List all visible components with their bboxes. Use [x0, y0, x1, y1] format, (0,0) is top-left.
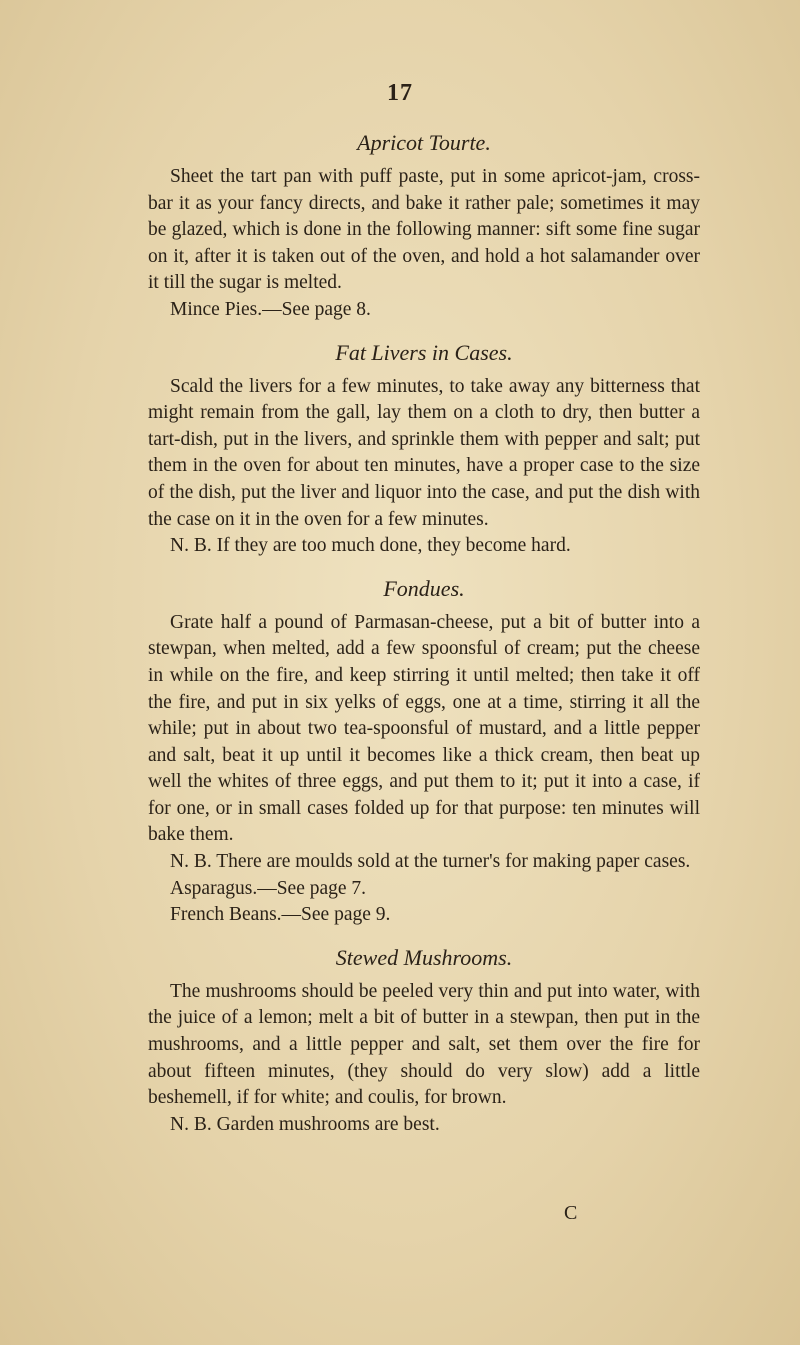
recipe-instructions: Grate half a pound of Parmasan-cheese, put a bit of butter into a stewpan, when melted, add a few spoonsful of cream; put the cheese in while on the fire, and keep stirring it until melted; then take it off the fire, and put in six yelks of eggs, one at a time, stirring it all the while; put in about two tea-spoonsful of mustard, and a little pepper and salt, beat it up until it becomes like a thick cream, then beat up well the whites of three eggs, and put them to it; put it into a case, if for one, or in small cases folded up for that purpose: ten minutes will bake them. [148, 611, 700, 846]
recipe-title: Fondues. [383, 575, 465, 601]
recipe-fat-livers-in-cases [148, 338, 700, 560]
page-number: 17 [387, 80, 413, 106]
recipe-title: Stewed Mushrooms. [335, 944, 513, 970]
recipe-instructions: Scald the livers for a few minutes, to take away any bitterness that might remain from the gall, lay them on a cloth to dry, then butter a tart-dish, put in the livers, and sprinkle them with pepper and salt; put them in the oven for about ten minutes, have a proper case to the size of the dish, put the liver and liquor into the case, and put the dish with the case on it in the oven for a few minutes. [148, 375, 700, 530]
recipe-note: N. B. If they are too much done, they become hard. [170, 535, 571, 557]
recipe-fondues [148, 574, 700, 929]
recipe-note: N. B. There are moulds sold at the turner's for making paper cases. [170, 851, 691, 873]
recipe-instructions: Sheet the tart pan with puff paste, put in some apricot-jam, cross-bar it as your fancy directs, and bake it rather pale; sometimes it may be glazed, which is done in the following manner: sift some fine sugar on it, after it is taken out of the oven, and hold a hot salamander over it till the sugar is melted. [148, 166, 700, 294]
recipe-stewed-mushrooms [148, 943, 700, 1139]
signature-mark: C [564, 1202, 578, 1224]
recipe-instructions: The mushrooms should be peeled very thin and put into water, with the juice of a lemon; melt a bit of butter in a stewpan, then put in the mushrooms, and a little pepper and salt, set them over the fire for about fifteen minutes, (they should do very slow) add a little beshemell, if for white; and coulis, for brown. [148, 980, 700, 1109]
cross-reference: French Beans.—See page 9. [170, 904, 391, 926]
cross-reference: Asparagus.—See page 7. [170, 877, 367, 899]
recipe-note: N. B. Garden mushrooms are best. [170, 1113, 440, 1135]
recipe-title: Fat Livers in Cases. [335, 339, 513, 365]
recipe-title: Apricot Tourte. [357, 130, 491, 155]
page-content [148, 128, 700, 1138]
recipe-apricot-tourte [148, 128, 700, 324]
cross-reference: Mince Pies.—See page 8. [170, 298, 371, 320]
